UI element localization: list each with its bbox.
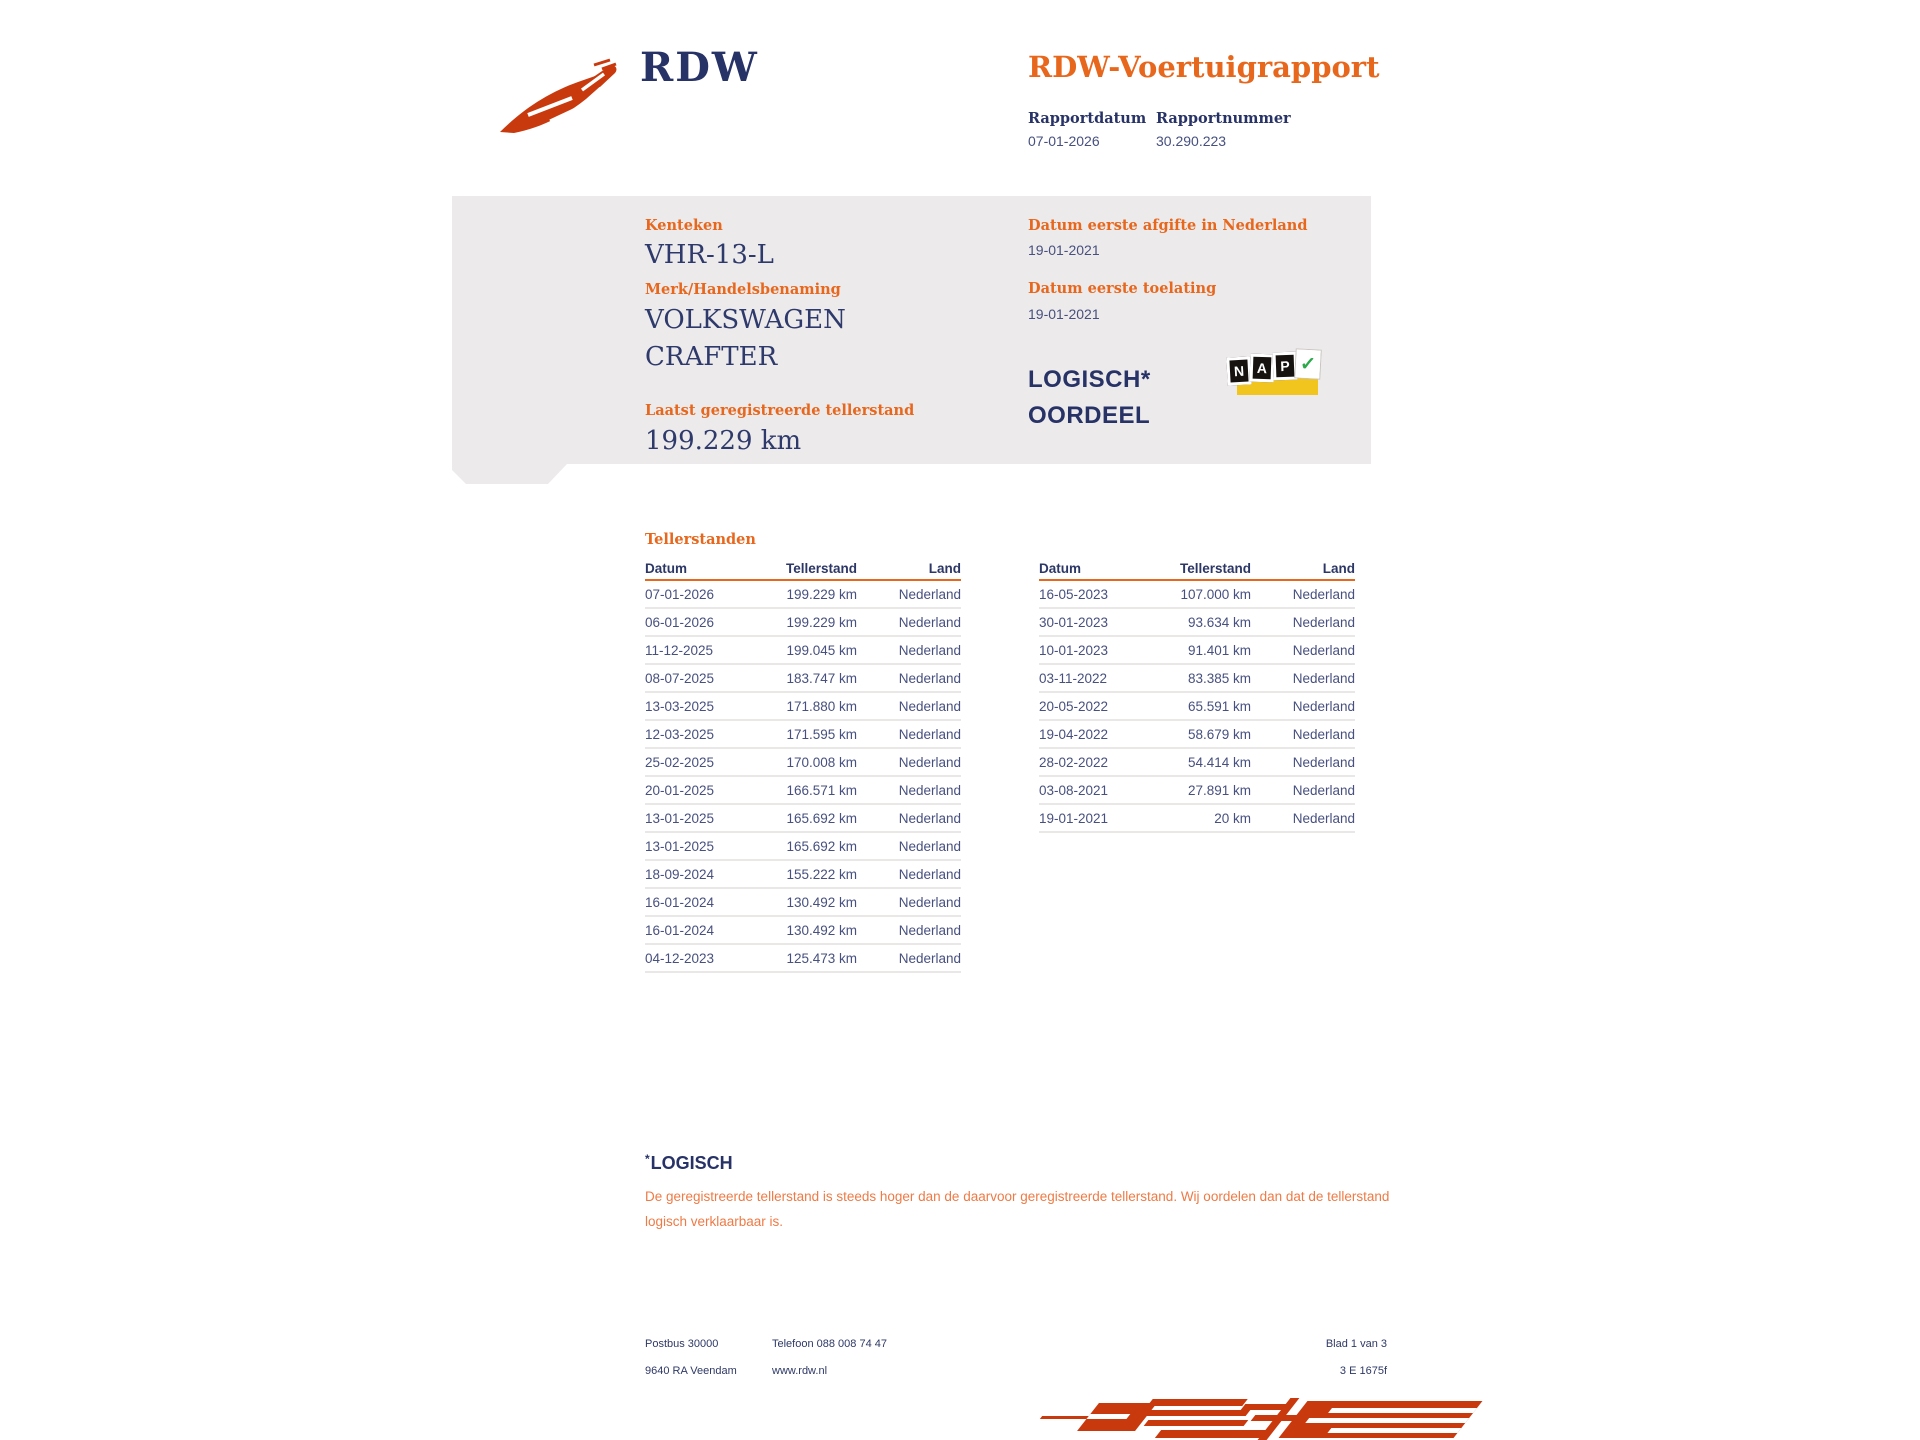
row-odometer: 27.891 km [1187,782,1251,798]
merk-value-line2: CRAFTER [645,342,778,372]
speed-stripes-graphic [1038,1398,1470,1440]
rdw-logo-bird-icon [498,58,626,134]
first-admission-value: 19-01-2021 [1028,306,1100,322]
row-odometer: 93.634 km [1187,614,1251,630]
row-date: 20-05-2022 [1039,698,1109,714]
vehicle-summary-panel [452,196,1371,484]
table-header [1039,556,1355,581]
table-row [645,833,961,861]
footer-website: www.rdw.nl [772,1365,828,1377]
row-odometer: 125.473 km [786,950,857,966]
nap-letter-n: N [1226,356,1251,385]
row-odometer: 155.222 km [786,866,857,882]
verdict-line2: OORDEEL [1028,402,1151,429]
rdw-logo-text: RDW [640,44,759,91]
row-date: 10-01-2023 [1039,642,1109,658]
footer-address-line2: 9640 RA Veendam [645,1365,737,1377]
first-issue-label: Datum eerste afgifte in Nederland [1028,217,1308,234]
kenteken-label: Kenteken [645,217,723,234]
row-odometer: 171.595 km [786,726,857,742]
merk-value-line1: VOLKSWAGEN [645,305,846,335]
row-country: Nederland [898,726,961,742]
row-odometer: 54.414 km [1187,754,1251,770]
row-date: 19-01-2021 [1039,810,1109,826]
report-date-value: 07-01-2026 [1028,133,1100,149]
row-country: Nederland [898,950,961,966]
table-row [1039,609,1355,637]
row-odometer: 65.591 km [1187,698,1251,714]
table-row [645,777,961,805]
last-odometer-label: Laatst geregistreerde tellerstand [645,402,915,419]
row-country: Nederland [898,922,961,938]
nap-letter-a: A [1250,354,1275,383]
footnote-asterisk: * [645,1152,650,1166]
report-number-label: Rapportnummer [1156,110,1291,127]
table-row [1039,777,1355,805]
row-date: 30-01-2023 [1039,614,1109,630]
column-header-datum: Datum [645,561,688,576]
last-odometer-value: 199.229 km [645,426,802,456]
table-row [645,945,961,973]
row-country: Nederland [898,670,961,686]
row-country: Nederland [898,782,961,798]
first-admission-label: Datum eerste toelating [1028,280,1217,297]
column-header-land: Land [928,561,961,576]
row-country: Nederland [1292,670,1355,686]
row-odometer: 165.692 km [786,838,857,854]
table-row [1039,581,1355,609]
row-date: 04-12-2023 [645,950,715,966]
row-date: 07-01-2026 [645,586,715,602]
nap-letter-p: P [1273,352,1298,381]
table-row [645,805,961,833]
row-date: 19-04-2022 [1039,726,1109,742]
row-date: 11-12-2025 [645,642,714,658]
column-header-tellerstand: Tellerstand [1179,561,1251,576]
odometer-table-right [1039,556,1355,833]
table-row [645,917,961,945]
row-odometer: 199.229 km [786,614,857,630]
footnote-text: De geregistreerde tellerstand is steeds hoger dan de daarvoor geregistreerde tellerstand. Wij oordelen dan dat de tellerstand logisch verklaarbaar is. [645,1189,1390,1229]
footnote-title [645,1152,733,1174]
row-date: 13-01-2025 [645,810,715,826]
table-row [645,609,961,637]
column-header-tellerstand: Tellerstand [785,561,857,576]
table-row [645,861,961,889]
row-date: 06-01-2026 [645,614,715,630]
merk-label: Merk/Handelsbenaming [645,281,841,298]
row-date: 13-03-2025 [645,698,715,714]
row-country: Nederland [1292,782,1355,798]
row-country: Nederland [1292,810,1355,826]
row-date: 16-01-2024 [645,894,715,910]
footer-page-number: Blad 1 van 3 [1325,1338,1387,1350]
row-odometer: 58.679 km [1187,726,1251,742]
row-date: 03-11-2022 [1039,670,1108,686]
table-row [1039,665,1355,693]
row-odometer: 130.492 km [786,922,857,938]
row-country: Nederland [898,810,961,826]
row-odometer: 130.492 km [786,894,857,910]
nap-check-icon: ✓ [1295,349,1320,378]
row-odometer: 183.747 km [786,670,857,686]
footer-form-code: 3 E 1675f [1339,1365,1387,1377]
nap-logo [1227,350,1323,398]
row-date: 16-01-2024 [645,922,715,938]
row-date: 25-02-2025 [645,754,715,770]
row-odometer: 83.385 km [1187,670,1251,686]
table-row [645,721,961,749]
footer-phone: Telefoon 088 008 74 47 [772,1338,887,1350]
row-country: Nederland [1292,586,1355,602]
kenteken-value: VHR-13-L [645,240,774,270]
table-row [1039,693,1355,721]
table-row [645,665,961,693]
row-date: 20-01-2025 [645,782,715,798]
table-row [1039,805,1355,833]
table-row [645,889,961,917]
row-date: 16-05-2023 [1039,586,1109,602]
tellerstanden-heading: Tellerstanden [645,531,756,548]
column-header-land: Land [1322,561,1355,576]
table-row [645,749,961,777]
row-odometer: 170.008 km [786,754,857,770]
column-header-datum: Datum [1039,561,1082,576]
footer-address-line1: Postbus 30000 [645,1338,719,1350]
row-country: Nederland [1292,726,1355,742]
table-row [1039,721,1355,749]
page-title: RDW-Voertuigrapport [1028,50,1380,84]
table-row [645,637,961,665]
table-row [1039,637,1355,665]
row-country: Nederland [1292,754,1355,770]
row-country: Nederland [898,586,961,602]
row-country: Nederland [898,614,961,630]
table-row [645,581,961,609]
row-country: Nederland [898,866,961,882]
table-header [645,556,961,581]
row-country: Nederland [1292,698,1355,714]
table-row [1039,749,1355,777]
row-date: 13-01-2025 [645,838,715,854]
odometer-table-left [645,556,961,973]
row-country: Nederland [1292,642,1355,658]
row-odometer: 171.880 km [786,698,857,714]
row-odometer: 166.571 km [786,782,857,798]
row-country: Nederland [898,894,961,910]
row-odometer: 199.229 km [786,586,857,602]
row-country: Nederland [898,698,961,714]
first-issue-value: 19-01-2021 [1028,242,1100,258]
row-country: Nederland [898,838,961,854]
row-odometer: 20 km [1214,810,1251,826]
row-odometer: 199.045 km [786,642,857,658]
row-date: 18-09-2024 [645,866,715,882]
report-number-value: 30.290.223 [1156,133,1227,149]
verdict-line1: LOGISCH* [1028,366,1151,393]
row-date: 08-07-2025 [645,670,715,686]
row-date: 12-03-2025 [645,726,715,742]
footnote-title-text: LOGISCH [650,1153,733,1173]
row-date: 03-08-2021 [1039,782,1109,798]
report-date-label: Rapportdatum [1028,110,1147,127]
row-country: Nederland [898,754,961,770]
row-odometer: 91.401 km [1187,642,1251,658]
row-odometer: 107.000 km [1180,586,1251,602]
row-country: Nederland [1292,614,1355,630]
row-odometer: 165.692 km [786,810,857,826]
row-date: 28-02-2022 [1039,754,1109,770]
row-country: Nederland [898,642,961,658]
table-row [645,693,961,721]
